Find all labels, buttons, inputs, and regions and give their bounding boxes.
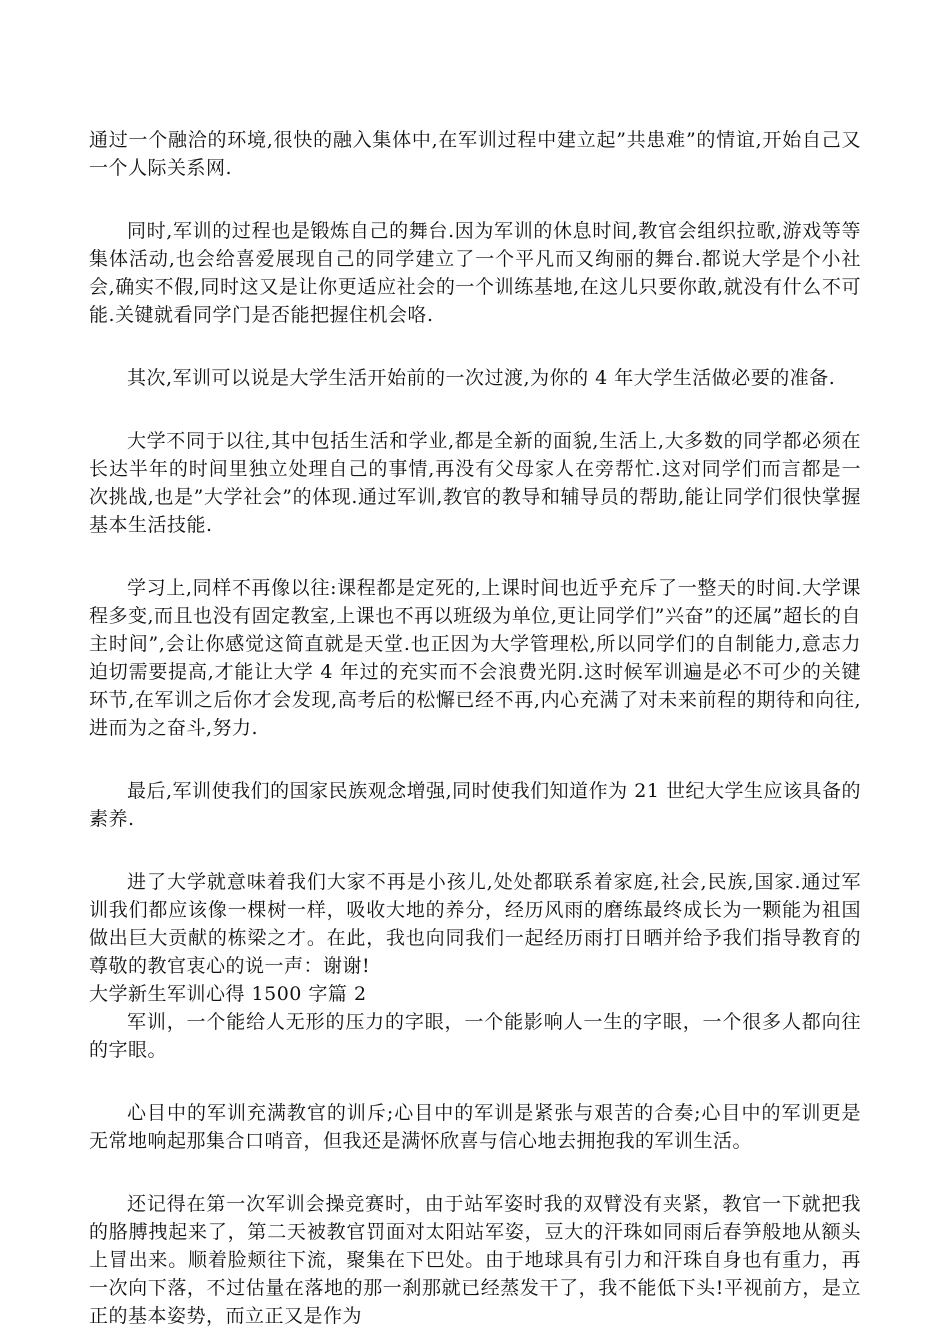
paragraph-5: 学习上,同样不再像以往:课程都是定死的,上课时间也近乎充斥了一整天的时间.大学课程多变,而且也没有固定教室,上课也不再以班级为单位,更让同学们”兴奋”的还属”超长的自主时间”,会让你感觉这简直就是天堂.也正因为大学管理松,所以同学们的自制能力,意志力迫切需要提高,才能让大学 4 年过的充实而不会浪费光阴.这时候军训遍是必不可少的关键环节,在军训之后你才会发现,高考后的松懈已经不再,内心充满了对未来前程的期待和向往,进而为之奋斗,努力. [89, 577, 861, 739]
paragraph-9: 心目中的军训充满教官的训斥;心目中的军训是紧张与艰苦的合奏;心目中的军训更是无常地响起那集合口哨音，但我还是满怀欣喜与信心地去拥抱我的军训生活。 [89, 1102, 861, 1152]
paragraph-2: 同时,军训的过程也是锻炼自己的舞台.因为军训的休息时间,教官会组织拉歌,游戏等等集体活动,也会给喜爱展现自己的同学建立了一个平凡而又绚丽的舞台.都说大学是个小社会,确实不假,同时这又是让你更适应社会的一个训练基地,在这儿只要你敢,就没有什么不可能.关键就看同学门是否能把握住机会咯. [89, 220, 861, 326]
paragraph-6: 最后,军训使我们的国家民族观念增强,同时使我们知道作为 21 世纪大学生应该具备的素养. [89, 780, 861, 830]
paragraph-4: 大学不同于以往,其中包括生活和学业,都是全新的面貌,生活上,大多数的同学都必须在长达半年的时间里独立处理自己的事情,再没有父母家人在旁帮忙.这对同学们而言都是一次挑战,也是”大学社会”的体现.通过军训,教官的教导和辅导员的帮助,能让同学们很快掌握基本生活技能. [89, 430, 861, 536]
document-body [89, 126, 861, 1330]
paragraph-10: 还记得在第一次军训会操竞赛时，由于站军姿时我的双臂没有夹紧，教官一下就把我的胳膊拽起来了，第二天被教官罚面对太阳站军姿，豆大的汗珠如同雨后春笋般地从额头上冒出来。顺着脸颊往下流，聚集在下巴处。由于地球具有引力和汗珠自身也有重力，再一次向下落，不过估量在落地的那一刹那就已经蒸发干了，我不能低下头!平视前方，是立正的基本姿势，而立正又是作为 [89, 1193, 861, 1327]
paragraph-8: 军训，一个能给人无形的压力的字眼，一个能影响人一生的字眼，一个很多人都向往的字眼。 [89, 1011, 861, 1061]
paragraph-3: 其次,军训可以说是大学生活开始前的一次过渡,为你的 4 年大学生活做必要的准备. [127, 367, 836, 389]
section-heading: 大学新生军训心得 1500 字篇 2 [89, 983, 367, 1005]
paragraph-1: 通过一个融洽的环境,很快的融入集体中,在军训过程中建立起”共患难”的情谊,开始自己又一个人际关系网. [89, 129, 861, 179]
paragraph-7: 进了大学就意味着我们大家不再是小孩儿,处处都联系着家庭,社会,民族,国家.通过军训我们都应该像一棵树一样，吸收大地的养分，经历风雨的磨练最终成长为一颗能为祖国做出巨大贡献的栋梁之才。在此，我也向同我们一起经历雨打日晒并给予我们指导教育的尊敬的教官衷心的说一声：谢谢! [89, 871, 861, 977]
